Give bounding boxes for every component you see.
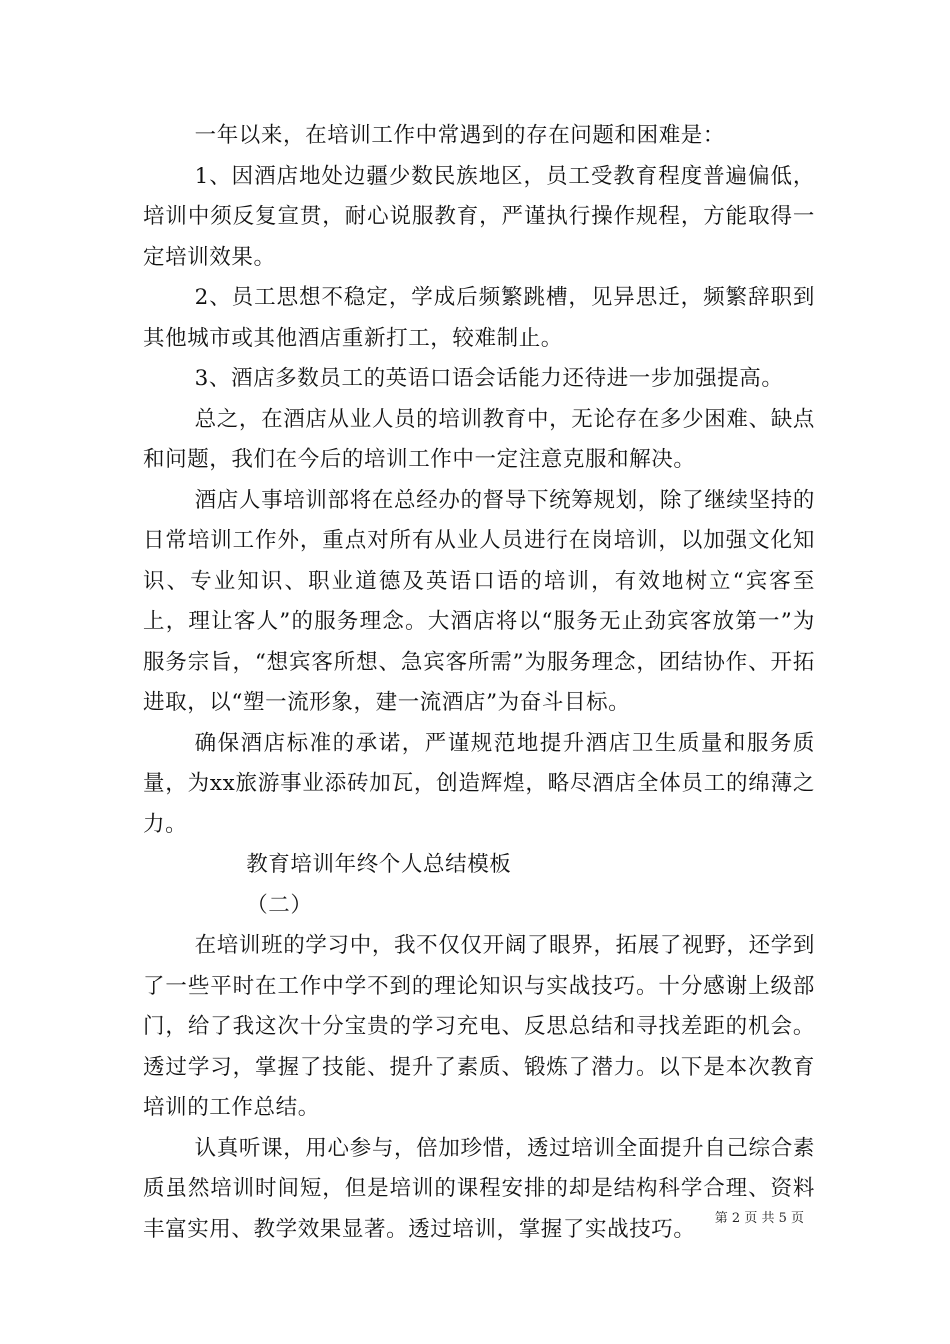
paragraph-item-2: 2、员工思想不稳定，学成后频繁跳槽，见异思迁，频繁辞职到其他城市或其他酒店重新打工，较难制止。 xyxy=(143,285,815,351)
section-subheading: （二） xyxy=(246,892,313,918)
paragraph-training-detail: 认真听课，用心参与，倍加珍惜，透过培训全面提升自己综合素质虽然培训时间短，但是培训的课程安排的却是结构科学合理、资料丰富实用、教学效果显著。透过培训，掌握了实战技巧。 xyxy=(143,1135,815,1242)
document-body xyxy=(143,116,815,1250)
paragraph-intro: 一年以来，在培训工作中常遇到的存在问题和困难是： xyxy=(194,123,725,148)
paragraph-summary: 总之，在酒店从业人员的培训教育中，无论存在多少困难、缺点和问题，我们在今后的培训工作中一定注意克服和解决。 xyxy=(143,406,815,472)
page-number: 第 2 页 共 5 页 xyxy=(714,1211,804,1226)
paragraph-item-1: 1、因酒店地处边疆少数民族地区，员工受教育程度普遍偏低，培训中须反复宣贯，耐心说服教育，严谨执行操作规程，方能取得一定培训效果。 xyxy=(143,163,815,270)
section-heading: 教育培训年终个人总结模板 xyxy=(246,852,512,877)
paragraph-item-3: 3、酒店多数员工的英语口语会话能力还待进一步加强提高。 xyxy=(194,366,784,391)
paragraph-plan: 酒店人事培训部将在总经办的督导下统筹规划，除了继续坚持的日常培训工作外，重点对所有从业人员进行在岗培训，以加强文化知识、专业知识、职业道德及英语口语的培训，有效地树立“宾客至上，理让客人”的服务理念。大酒店将以“服务无止劲宾客放第一”为服务宗旨，“想宾客所想、急宾客所需”为服务理念，团结协作、开拓进取，以“塑一流形象，建一流酒店”为奋斗目标。 xyxy=(143,487,815,715)
paragraph-commitment: 确保酒店标准的承诺，严谨规范地提升酒店卫生质量和服务质量，为xx旅游事业添砖加瓦，创造辉煌，略尽酒店全体员工的绵薄之力。 xyxy=(143,730,815,837)
paragraph-training-intro: 在培训班的学习中，我不仅仅开阔了眼界，拓展了视野，还学到了一些平时在工作中学不到的理论知识与实战技巧。十分感谢上级部门，给了我这次十分宝贵的学习充电、反思总结和寻找差距的机会。透过学习，掌握了技能、提升了素质、锻炼了潜力。以下是本次教育培训的工作总结。 xyxy=(143,933,815,1120)
